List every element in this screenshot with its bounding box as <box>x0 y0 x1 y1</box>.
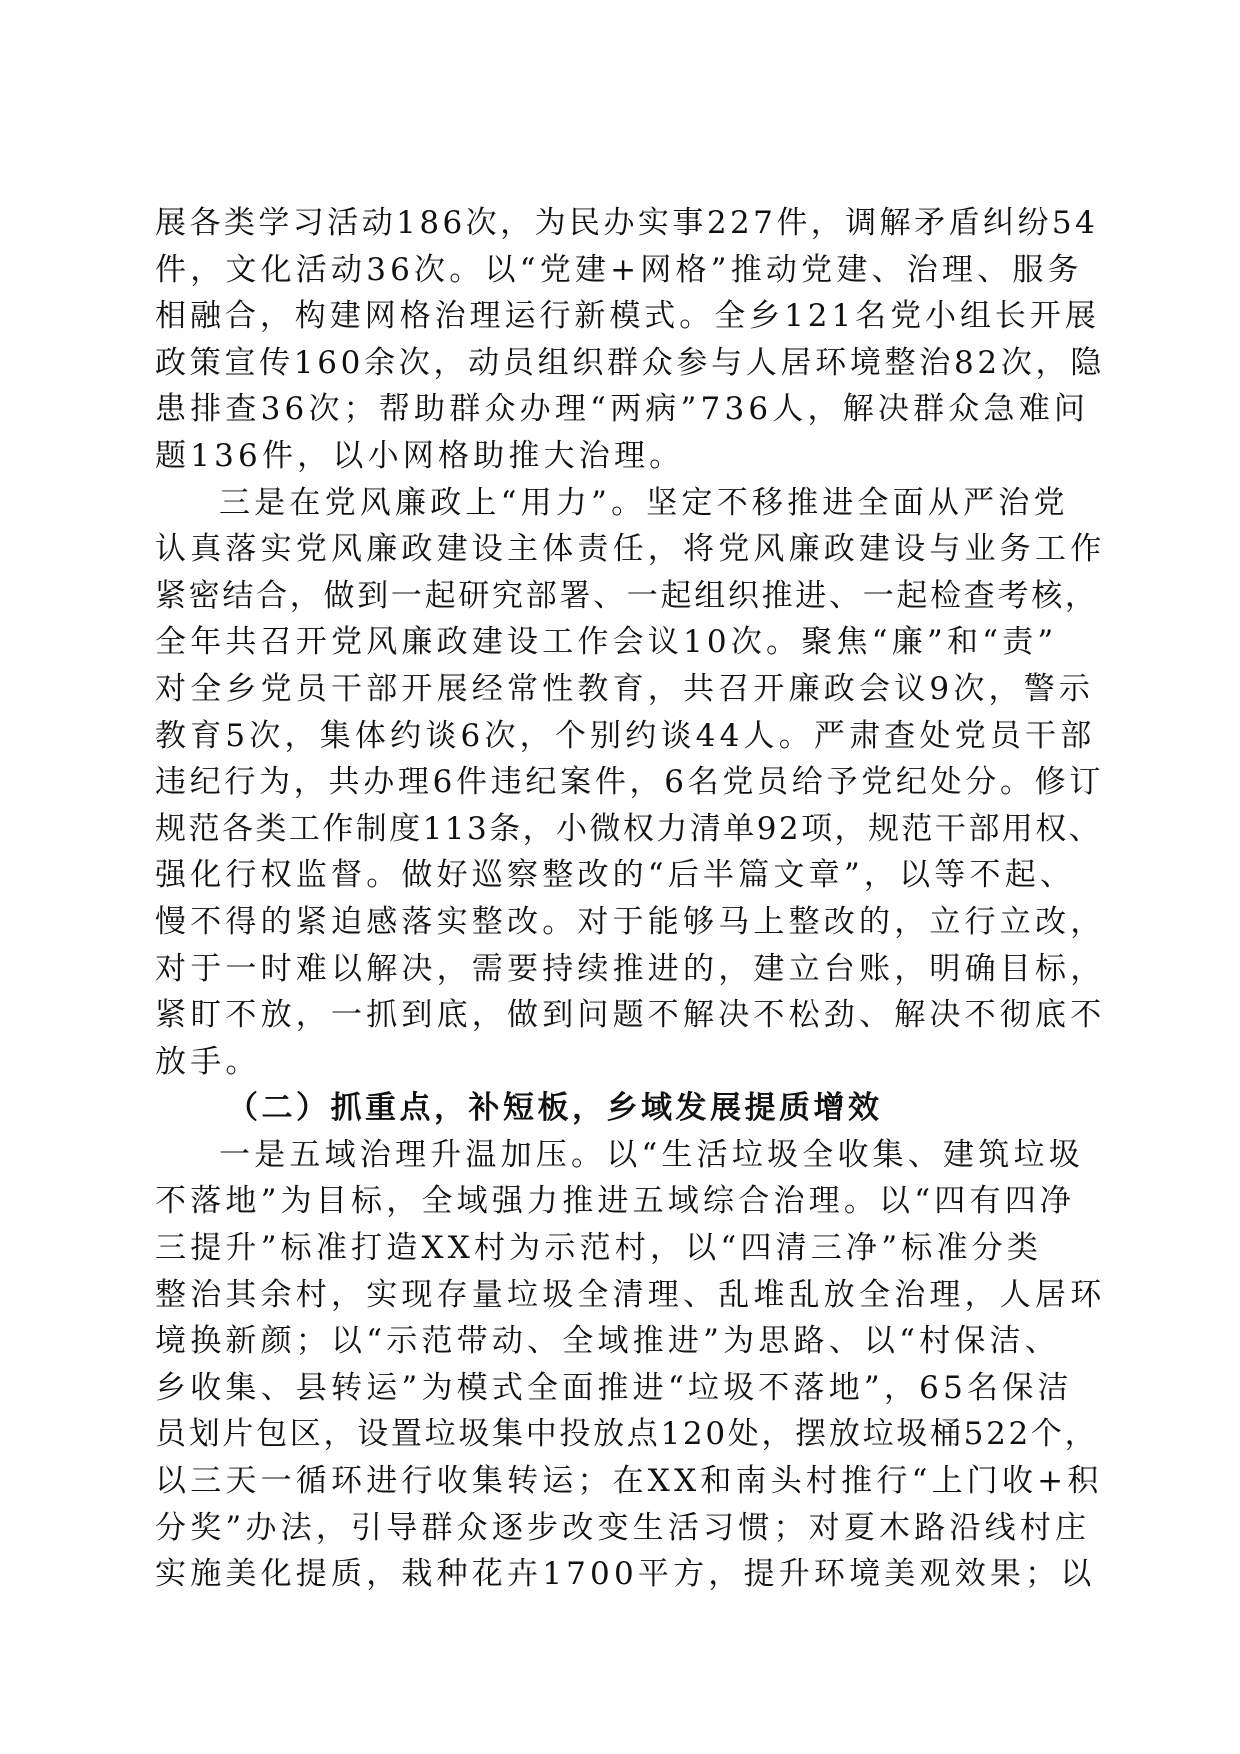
text-line: 慢不得的紧迫感落实整改。对于能够马上整改的，立行立改， <box>155 903 1106 940</box>
text-line: 政策宣传160余次，动员组织群众参与人居环境整治82次，隐 <box>155 344 1105 381</box>
text-line: 患排查36次；帮助群众办理“两病”736人，解决群众急难问 <box>155 391 1090 428</box>
text-line: 认真落实党风廉政建设主体责任，将党风廉政建设与业务工作 <box>155 531 1106 568</box>
text-line: 对于一时难以解决，需要持续推进的，建立台账，明确目标， <box>155 950 1106 987</box>
text-line: 违纪行为，共办理6件违纪案件，6名党员给予党纪处分。修订 <box>155 764 1105 801</box>
text-line: 规范各类工作制度113条，小微权力清单92项，规范干部用权、 <box>155 810 1103 847</box>
document-body <box>155 200 1106 1598</box>
paragraph-start-line: 三是在党风廉政上“用力”。坚定不移推进全面从严治党 <box>219 484 1069 521</box>
text-line: 员划片包区，设置垃圾集中投放点120处，摆放垃圾桶522个， <box>155 1416 1099 1453</box>
text-line: 整治其余村，实现存量垃圾全清理、乱堆乱放全治理，人居环 <box>155 1276 1106 1313</box>
text-line: 不落地”为目标，全域强力推进五域综合治理。以“四有四净 <box>155 1183 1076 1220</box>
text-line: 强化行权监督。做好巡察整改的“后半篇文章”，以等不起、 <box>155 857 1076 894</box>
text-line: 题136件，以小网格助推大治理。 <box>155 437 685 474</box>
text-line: 紧盯不放，一抓到底，做到问题不解决不松劲、解决不彻底不 <box>155 997 1106 1034</box>
text-line: 以三天一循环进行收集转运；在XX和南头村推行“上门收+积 <box>155 1463 1103 1500</box>
text-line: 紧密结合，做到一起研究部署、一起组织推进、一起检查考核， <box>155 577 1099 614</box>
section-heading: （二）抓重点，补短板，乡域发展提质增效 <box>227 1090 883 1127</box>
text-line: 三提升”标准打造XX村为示范村，以“四清三净”标准分类 <box>155 1230 1043 1267</box>
text-line: 展各类学习活动186次，为民办实事227件，调解矛盾纠纷54 <box>155 205 1099 241</box>
paragraph-start-line: 一是五域治理升温加压。以“生活垃圾全收集、建筑垃圾 <box>219 1136 1084 1173</box>
text-line: 教育5次，集体约谈6次，个别约谈44人。严肃查处党员干部 <box>155 717 1096 754</box>
text-line: 全年共召开党风廉政建设工作会议10次。聚焦“廉”和“责” <box>155 624 1058 661</box>
text-line: 相融合，构建网格治理运行新模式。全乡121名党小组长开展 <box>155 298 1100 335</box>
text-line: 分奖”办法，引导群众逐步改变生活习惯；对夏木路沿线村庄 <box>155 1509 1091 1546</box>
text-line: 对全乡党员干部开展经常性教育，共召开廉政会议9次，警示 <box>155 670 1095 707</box>
text-line: 放手。 <box>155 1043 261 1080</box>
text-line: 境换新颜；以“示范带动、全域推进”为思路、以“村保洁、 <box>155 1323 1060 1360</box>
text-line: 乡收集、县转运”为模式全面推进“垃圾不落地”，65名保洁 <box>155 1369 1073 1406</box>
text-line: 实施美化提质，栽种花卉1700平方，提升环境美观效果；以 <box>155 1556 1096 1593</box>
text-line: 件，文化活动36次。以“党建+网格”推动党建、治理、服务 <box>155 251 1083 288</box>
